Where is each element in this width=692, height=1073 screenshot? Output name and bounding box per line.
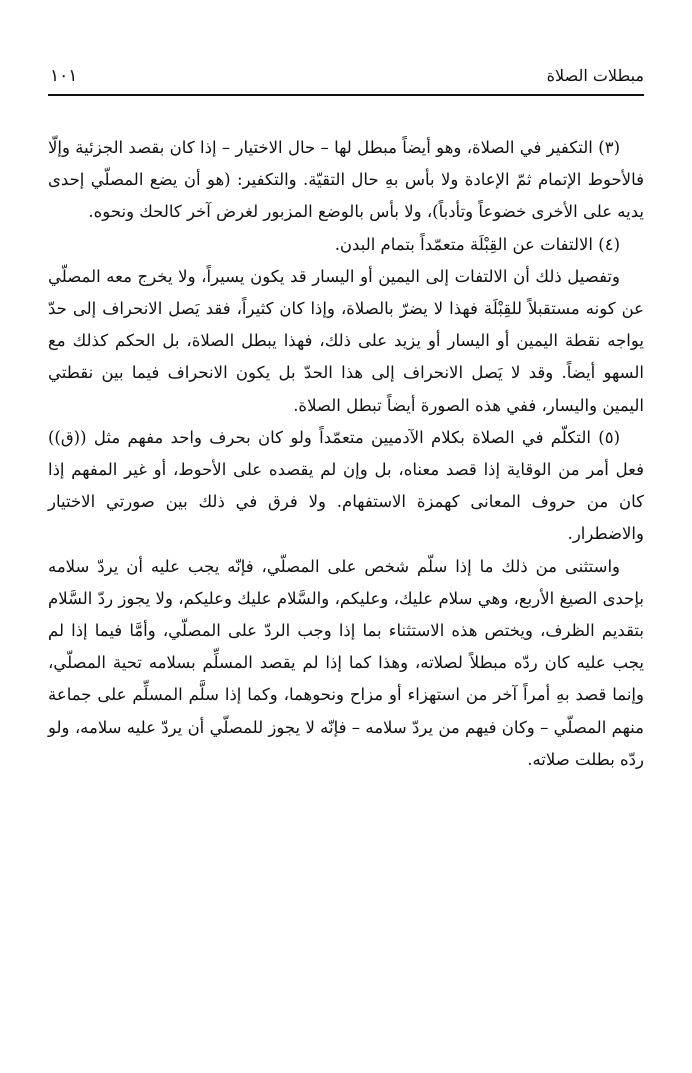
- paragraph-iltifat-detail: وتفصيل ذلك أن الالتفات إلى اليمين أو اليسار قد يكون يسيراً، ولا يخرج معه المصلّي عن كونه مستقبلاً للقِبْلَة فهذا لا يضرّ بالصلاة، وإذا كان كثيراً، فقد يَصل الانحراف إلى حدّ يواجه نقطة اليمين أو اليسار أو يزيد على ذلك، فهذا يبطل الصلاة، بل الحكم كذلك مع السهو أيضاً. وقد لا يَصل الانحراف إلى هذا الحدّ بل يكون الانحراف فيما بين نقطتي اليمين واليسار، ففي هذه الصورة أيضاً تبطل الصلاة.: [48, 266, 644, 415]
- page-number: ١٠١: [50, 66, 78, 86]
- page-header: [48, 60, 644, 96]
- book-page: [48, 60, 644, 1050]
- running-title: مبطلات الصلاة: [546, 66, 644, 85]
- paragraph-takfir: (٣) التكفير في الصلاة، وهو أيضاً مبطل لها – حال الاختيار – إذا كان بقصد الجزئية وإلّا فالأحوط الإتمام ثمّ الإعادة ولا بأس بهِ حال التقيّة. والتكفير: (هو أن يضع المصلّي إحدى يديه على الأخرى خضوعاً وتأدباً)، ولا بأس بالوضع المزبور لغرض آخر كالحك ونحوه.: [48, 138, 644, 222]
- paragraph-takallum: (٥) التكلّم في الصلاة بكلام الآدميين متعمّداً ولو كان بحرف واحد مفهم مثل ((ق)) فعل أمر من الوقاية إذا قصد معناه، بل وإن لم يقصده على الأحوط، أو غير المفهم إذا كان من حروف المعانى كهمزة الاستفهام. ولا فرق في ذلك بين صورتي الاختيار والاضطرار.: [48, 427, 644, 544]
- paragraph-iltifat-heading: (٤) الالتفات عن القِبْلَة متعمّداً بتمام البدن.: [334, 234, 620, 254]
- paragraph-salam-exception: واستثنى من ذلك ما إذا سلّم شخص على المصلّي، فإنّه يجب عليه أن يردّ سلامه بإحدى الصيغ الأربع، وهي سلام عليك، وعليكم، والسَّلام عليك وعليكم، ولا يجوز ردّ السَّلام بتقديم الظرف، ويختص هذه الاستثناء بما إذا وجب الردّ على المصلّي، وأمَّا فيما إذا لم يجب عليه كان ردّه مبطلاً لصلاته، وهذا كما إذا لم يقصد المسلِّم بسلامه تحية المصلّي، وإنما قصد بهِ أمراً آخر من استهزاء أو مزاح ونحوهما، وكما إذا سلَّم المسلِّم على جماعة منهم المصلّي – وكان فيهم من يردّ سلامه – فإنّه لا يجوز للمصلّي أن يردّ عليه سلامه، ولو ردّه بطلت صلاته.: [48, 556, 644, 769]
- body-text: [48, 132, 644, 776]
